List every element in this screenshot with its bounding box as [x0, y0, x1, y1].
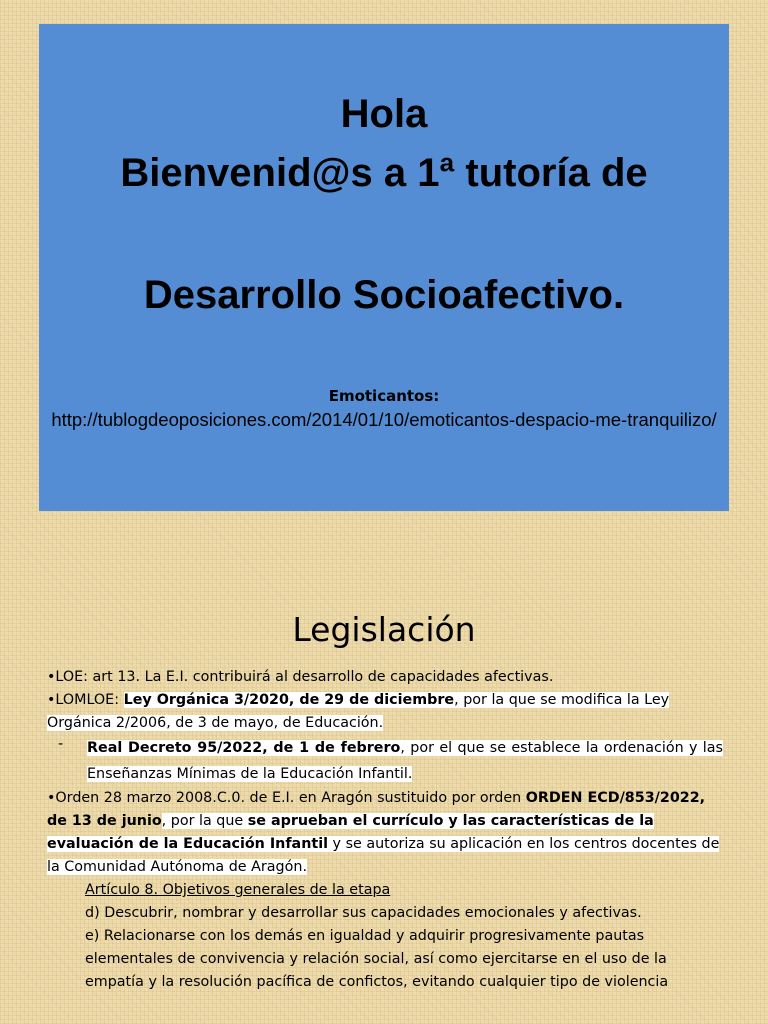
objective-d: d) Descubrir, nombrar y desarrollar sus capacidades emocionales y afectivas. [85, 905, 642, 921]
real-decreto-item: - Real Decreto 95/2022, de 1 de febrero, por el que se establece la ordenación y las Enseñanzas Mínimas de la Educación Infantil. [47, 735, 723, 787]
welcome-slide [39, 24, 729, 511]
lomloe-item: •LOMLOE: Ley Orgánica 3/2020, de 29 de diciembre, por la que se modifica la Ley Orgánica 2/2006, de 3 de mayo, de Educación. [47, 692, 670, 731]
emoticantos-link[interactable]: http://tublogdeoposiciones.com/2014/01/10/emoticantos-despacio-me-tranquilizo/ [51, 409, 717, 430]
legislation-body [47, 666, 723, 994]
course-title: Desarrollo Socioafectivo. [143, 273, 625, 317]
greeting-title: Hola [340, 92, 428, 136]
legislation-title: Legislación [292, 610, 476, 649]
orden-item: •Orden 28 marzo 2008.C.0. de E.I. en Aragón sustituido por orden ORDEN ECD/853/2022, de 13 de junio, por la que se aprueban el currículo y las características de la evaluación de la Educación Infantil y se autoriza su aplicación en los centros docentes de la Comunidad Autónoma de Aragón. [47, 790, 720, 875]
loe-item: •LOE: art 13. La E.I. contribuirá al desarrollo de capacidades afectivas. [47, 669, 554, 685]
objective-e: e) Relacionarse con los demás en igualdad y adquirir progresivamente pautas elementales de convivencia y relación social, así como ejercitarse en el uso de la empatía y la resolución pacífica de confictos, evitando cualquier tipo de violencia [85, 928, 669, 990]
dash-bullet: - [58, 736, 64, 752]
emoticantos-label: Emoticantos: [328, 387, 440, 405]
articulo-heading: Artículo 8. Objetivos generales de la etapa [85, 882, 391, 898]
welcome-title: Bienvenid@s a 1ª tutoría de [120, 151, 648, 195]
